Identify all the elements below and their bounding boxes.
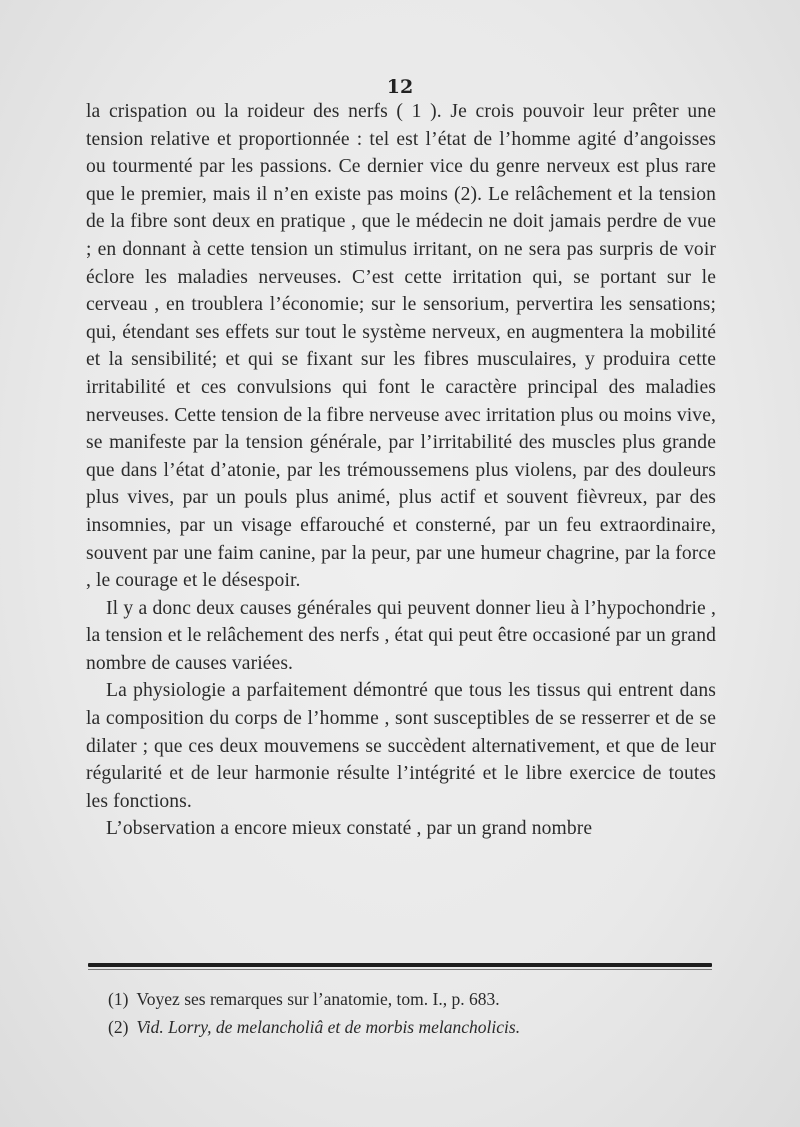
footnote-separator-thin-rule xyxy=(88,969,712,970)
paragraph-1: la crispation ou la roideur des nerfs ( 1 ). Je crois pouvoir leur prêter une tension relative et proportionnée : tel est l’état de l’homme agité d’angoisses ou tourmenté par les passions. Ce dernier vice du genre nerveux est plus rare que le premier, mais il n’en existe pas moins (2). Le relâchement et la tension de la fibre sont deux en pratique , que le médecin ne doit jamais perdre de vue ; en donnant à cette tension un stimulus irritant, on ne sera pas surpris de voir éclore les maladies nerveuses. C’est cette irritation qui, se portant sur le cerveau , en troublera l’économie; sur le sensorium, pervertira les sensations; qui, étendant ses effets sur tout le système nerveux, en augmentera la mobilité et la sensibilité; et qui se fixant sur les fibres musculaires, y produira cette irritabilité et ces convulsions qui font le caractère principal des maladies nerveuses. Cette tension de la fibre nerveuse avec irritation plus ou moins vive, se manifeste par la tension générale, par l’irritabilité des muscles plus grande que dans l’état d’atonie, par les trémoussemens plus violens, par des douleurs plus vives, par un pouls plus animé, plus actif et souvent fièvreux, par des insomnies, par un visage effarouché et consterné, par un feu extraordinaire, souvent par une faim canine, par la peur, par une humeur chagrine, par la force , le courage et le désespoir. xyxy=(86,101,716,592)
body-text xyxy=(86,98,716,843)
footnote-italic-text: Vid. Lorry xyxy=(136,1017,208,1037)
footnote-text: Voyez ses remarques sur l’anatomie, tom. I., p. 683. xyxy=(136,989,500,1009)
paragraph-4: L’observation a encore mieux constaté , par un grand nombre xyxy=(106,818,593,840)
footnote-2 xyxy=(108,1013,708,1041)
page-number: 12 xyxy=(386,76,414,98)
paragraph-2: Il y a donc deux causes générales qui peuvent donner lieu à l’hypochondrie , la tension et le relâchement des nerfs , état qui peut être occasioné par un grand nombre de causes variées. xyxy=(86,597,716,674)
footnote-text: , de melancholiâ et de morbis melancholicis. xyxy=(207,1017,521,1037)
footnotes xyxy=(108,985,708,1041)
footnote-separator-rule xyxy=(88,963,712,967)
paragraph-3: La physiologie a parfaitement démontré que tous les tissus qui entrent dans la composition du corps de l’homme , sont susceptibles de se resserrer et de se dilater ; que ces deux mouvemens se succèdent alternativement, et que de leur régularité et de leur harmonie résulte l’intégrité et le libre exercice de toutes les fonctions. xyxy=(86,680,716,812)
footnote-marker: (2) xyxy=(108,1017,129,1037)
footnote-1 xyxy=(108,985,708,1013)
footnote-marker: (1) xyxy=(108,989,129,1009)
